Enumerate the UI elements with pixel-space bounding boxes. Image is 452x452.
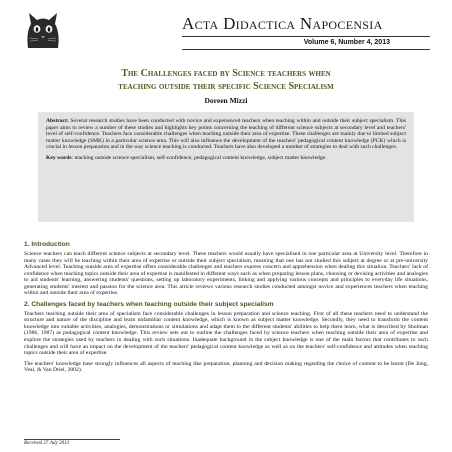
section-heading: 2. Challenges faced by teachers when teaching outside their subject specialism [24,300,274,308]
paragraph: The teachers' knowledge base strongly influences all aspects of teaching like preparation, planning and decision making regarding the choice of content to be learnt (De Jong, Veal, & Van Driel, 2002). [24,360,428,374]
paragraph: Teachers teaching outside their area of specialism face considerable challenges in lesson preparation and science teaching. First of all these teachers need to understand the structure and nature of the discipline and learn unfamiliar content knowledge, which is known as subject matter knowledge. Secondly, they need to transform the content knowledge into suitable activities, analogies, demonstrations or simulations and adapt them to the different students' abilities to help them learn, what is described by Shulman (1986, 1987) as pedagogical content knowledge. This review sets out to outline the challenges faced by science teachers when teaching outside their area of expertise and explore the strategies used by teachers in dealing with such situations. Inadequate background in the subject knowledge is one of the main factors that contributes to such challenges and will have an impact on the development of the teachers' pedagogical content knowledge as well as on the teachers' self-confidence and attitudes when teaching topics outside their area of expertise. [24,310,428,357]
article-body [24,241,428,378]
keywords-text: : teaching outside science specialism, self-confidence, pedagogical content knowledge, subject matter knowledge. [71,154,327,161]
keywords-label: Key words [46,154,72,161]
section-heading: 1. Introduction [24,241,70,248]
header-rule [182,36,430,37]
abstract [46,118,406,151]
volume-number: Volume 6, Number 4, 2013 [303,39,390,46]
article-title-line: The Challenges faced by Science teachers when [121,68,331,79]
cat-logo-icon [22,8,64,52]
abstract-box [38,112,414,222]
abstract-label: Abstract: [46,118,69,124]
journal-header [22,8,430,54]
footer-rule [24,439,120,440]
received-date: Received 27 July 2013 [24,441,70,446]
paragraph: Science teachers can teach different science subjects at secondary level. These teachers would usually have specialised in one particular area at University level. Therefore in many cases they will be teaching within their area of expertise or outside their subject specialism, meaning that one has not studied this subject at degree or at pre-university Advanced level. Teaching outside area of expertise offers considerable challenges and teachers express concern and apprehension when dealing this situation. Teachers' lack of confidence when teaching topics outside their area of expertise is manifested in different ways such as when preparing lesson plans, choosing or devising activities and analogies to aid students' learning, answering students' questions, setting up laboratory experiments, linking and applying various concepts and principles to everyday life situations, generating students' interest and passion for the science area. This article reviews various research studies conducted amongst novice and experiences teachers when teaching within and outside their area of expertise. [24,251,428,297]
journal-title: Acta Didactica Napocensia [182,14,383,33]
abstract-text: Several research studies have been conducted with novice and experienced teachers when teaching within and outside their subject specialism. This paper aims to review a number of these studies and highlights key points concerning the teaching of different science subjects at secondary level and teachers' level of self-confidence. Teachers face considerable challenges when teaching outside their area of expertise. These challenges are mainly due to limited subject matter knowledge (SMK) in a particular science area. This will also influence the development of the teachers' pedagogical content knowledge (PCK) which is crucial in lesson preparation and in the way science teaching is conducted. Teachers have also developed a number of strategies to deal with such challenges. [46,118,406,151]
keywords [46,155,406,162]
article-author: Doreen Mizzi [204,96,248,105]
article-title-line: teaching outside their specific Science Specialism [118,81,334,92]
header-rule [182,49,430,50]
article-title [40,67,412,93]
